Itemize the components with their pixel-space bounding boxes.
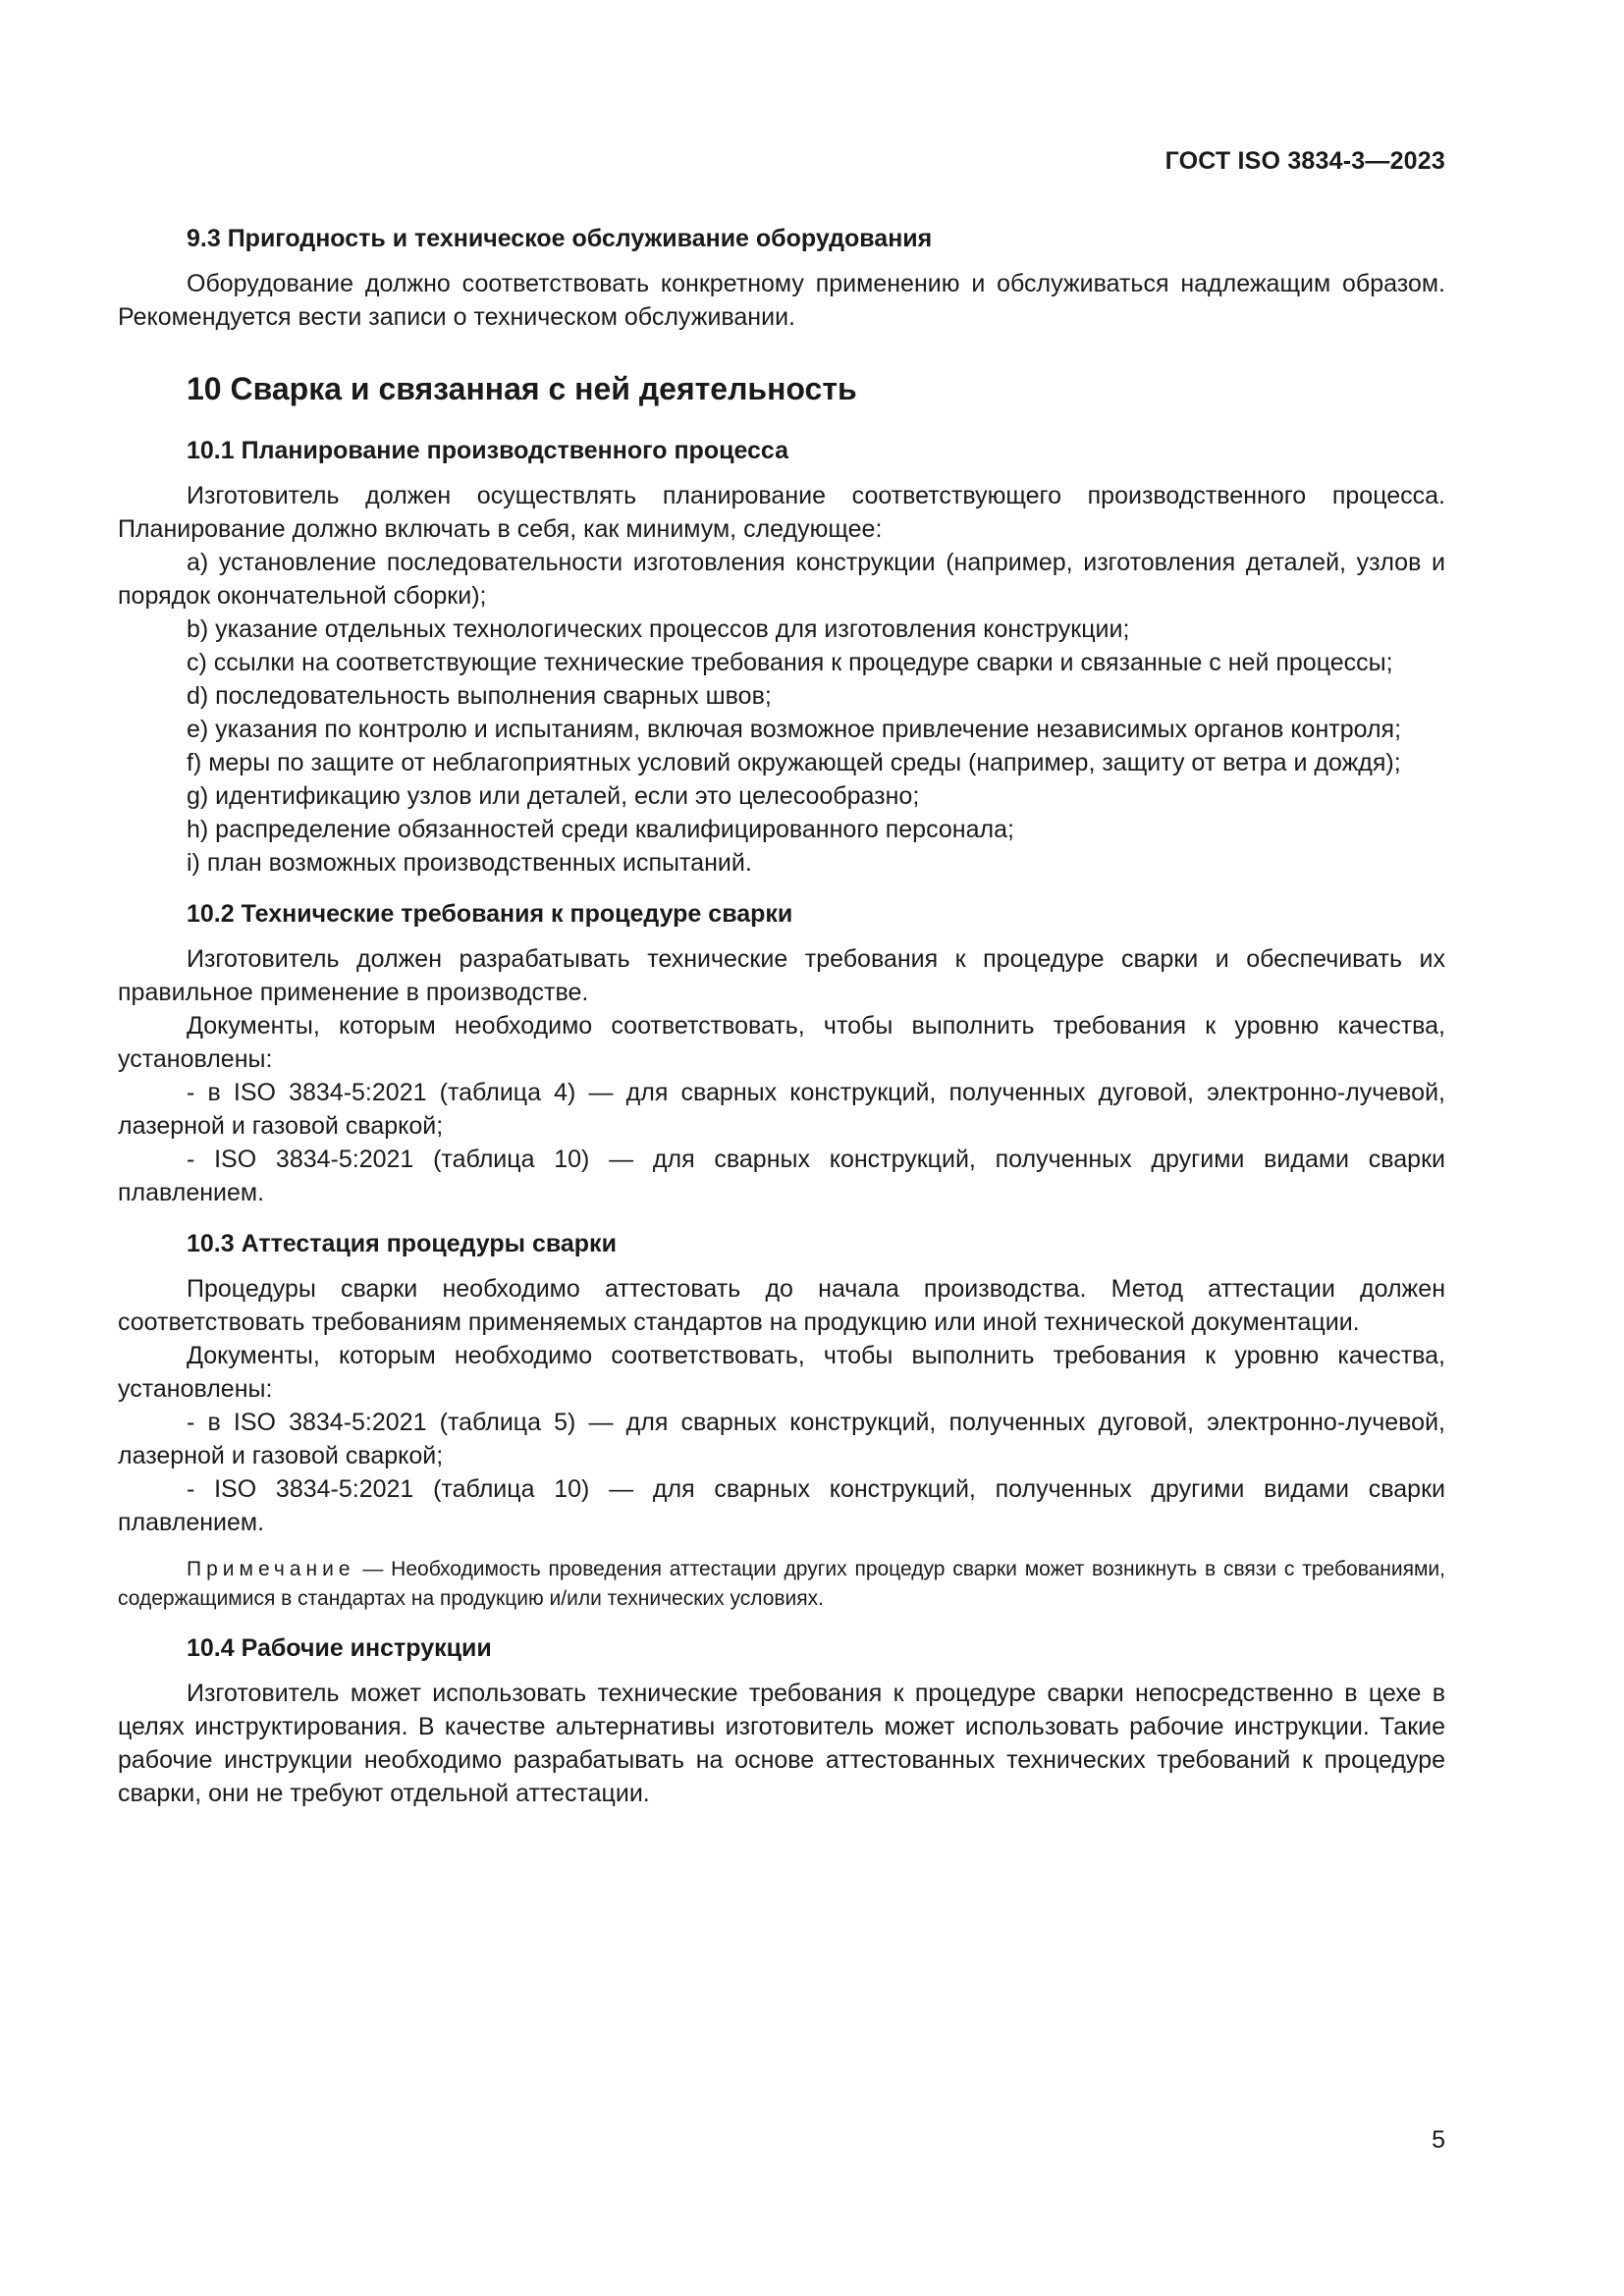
list-item: - ISO 3834-5:2021 (таблица 10) — для сварных конструкций, полученных другими видами сварки плавлением. [118, 1475, 1445, 1536]
list-item: i) план возможных производственных испытаний. [187, 849, 752, 877]
note [118, 1555, 1445, 1614]
section-10-1-paragraph: Изготовитель должен осуществлять планирование соответствующего производственного процесса. Планирование должно включать в себя, как минимум, следующее: [118, 482, 1445, 543]
list-item: - в ISO 3834-5:2021 (таблица 5) — для сварных конструкций, полученных дуговой, электронно-лучевой, лазерной и газовой сваркой; [118, 1409, 1445, 1469]
list-item: c) ссылки на соответствующие технические требования к процедуре сварки и связанные с ней процессы; [187, 649, 1393, 676]
note-text: — Необходимость проведения аттестации других процедур сварки может возникнуть в связи с требованиями, содержащимися в стандартах на продукцию и/или технических условиях. [118, 1558, 1445, 1610]
section-10-1-title: 10.1 Планирование производственного процесса [187, 437, 789, 464]
section-10-4-title: 10.4 Рабочие инструкции [187, 1634, 492, 1662]
section-10-2-title: 10.2 Технические требования к процедуре сварки [187, 900, 793, 928]
section-10-3-paragraph-1: Процедуры сварки необходимо аттестовать до начала производства. Метод аттестации должен соответствовать требованиям применяемых стандартов на продукцию или иной технической документации. [118, 1275, 1445, 1336]
section-9-3-paragraph: Оборудование должно соответствовать конкретному применению и обслуживаться надлежащим образом. Рекомендуется вести записи о техническом обслуживании. [118, 270, 1445, 331]
list-item: f) меры по защите от неблагоприятных условий окружающей среды (например, защиту от ветра и дождя); [187, 749, 1401, 776]
list-item: a) установление последовательности изготовления конструкции (например, изготовления деталей, узлов и порядок окончательной сборки); [118, 549, 1445, 610]
section-9-3-title: 9.3 Пригодность и техническое обслуживание оборудования [187, 225, 933, 252]
list-item: b) указание отдельных технологических процессов для изготовления конструкции; [187, 615, 1130, 643]
list-item: h) распределение обязанностей среди квалифицированного персонала; [187, 816, 1014, 843]
section-10-4-paragraph: Изготовитель может использовать технические требования к процедуре сварки непосредственно в цехе в целях инструктирования. В качестве альтернативы изготовитель может использовать рабочие инструкции. Такие рабочие инструкции необходимо разрабатывать на основе аттестованных технических требований к процедуре сварки, они не требуют отдельной аттестации. [118, 1680, 1445, 1807]
section-10-2-paragraph-1: Изготовитель должен разрабатывать технические требования к процедуре сварки и обеспечивать их правильное применение в производстве. [118, 945, 1445, 1006]
section-10-3-title: 10.3 Аттестация процедуры сварки [187, 1230, 617, 1257]
list-item: - в ISO 3834-5:2021 (таблица 4) — для сварных конструкций, полученных дуговой, электронно-лучевой, лазерной и газовой сваркой; [118, 1079, 1445, 1140]
page-number: 5 [1432, 2126, 1445, 2154]
document-code: ГОСТ ISO 3834-3—2023 [1164, 147, 1445, 175]
section-10-2-paragraph-2: Документы, которым необходимо соответствовать, чтобы выполнить требования к уровню качества, установлены: [118, 1012, 1445, 1073]
list-item: - ISO 3834-5:2021 (таблица 10) — для сварных конструкций, полученных другими видами сварки плавлением. [118, 1146, 1445, 1206]
list-item: d) последовательность выполнения сварных швов; [187, 682, 772, 710]
list-item: e) указания по контролю и испытаниям, включая возможное привлечение независимых органов контроля; [187, 716, 1402, 743]
section-10-title: 10 Сварка и связанная с ней деятельность [187, 371, 857, 406]
section-10-3-paragraph-2: Документы, которым необходимо соответствовать, чтобы выполнить требования к уровню качества, установлены: [118, 1342, 1445, 1403]
document-body [118, 222, 1445, 1810]
list-item: g) идентификацию узлов или деталей, если это целесообразно; [187, 782, 920, 810]
note-label: Примечание [187, 1558, 355, 1580]
